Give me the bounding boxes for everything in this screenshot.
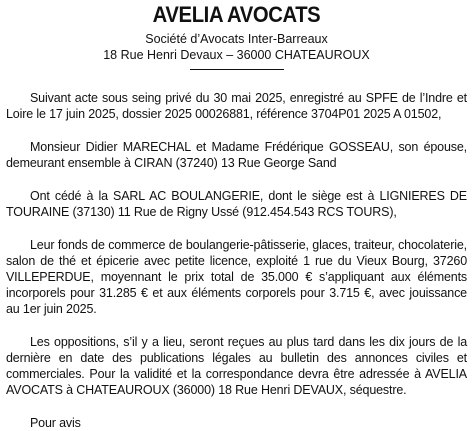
paragraph-buyer: Ont cédé à la SARL AC BOULANGERIE, dont le siège est à LIGNIERES DE TOURAINE (37130) 11 Rue de Rigny Ussé (912.454.543 RCS TOURS), xyxy=(6,189,467,219)
firm-type: Société d’Avocats Inter-Barreaux xyxy=(145,32,328,46)
notice-body xyxy=(6,90,467,431)
paragraph-deed: Suivant acte sous seing privé du 30 mai 2025, enregistré au SPFE de l’Indre et Loire le 17 juin 2025, dossier 2025 00026881, référence 3704P01 2025 A 01502, xyxy=(6,91,467,121)
paragraph-sellers: Monsieur Didier MARECHAL et Madame Frédérique GOSSEAU, son épouse, demeurant ensemble à CIRAN (37240) 13 Rue George Sand xyxy=(6,140,467,170)
firm-name: AVELIA AVOCATS xyxy=(152,2,321,27)
paragraph-business: Leur fonds de commerce de boulangerie-pâtisserie, glaces, traiteur, chocolaterie, salon de thé et épicerie avec petite licence, exploité 1 rue du Vieux Bourg, 37260 VILLEPERDUE, moyennant le prix total de 35.000 € s’appliquant aux éléments incorporels pour 31.285 € et aux éléments corporels pour 3.715 €, avec jouissance au 1er juin 2025. xyxy=(6,238,467,316)
closing-line: Pour avis xyxy=(30,416,81,430)
header-divider xyxy=(190,69,284,70)
notice-header xyxy=(6,2,467,70)
paragraph-oppositions: Les oppositions, s’il y a lieu, seront reçues au plus tard dans les dix jours de la dernière en date des publications légales au bulletin des annonces civiles et commerciales. Pour la validité et la correspondance devra être adressée à AVELIA AVOCATS à CHATEAUROUX (36000) 18 Rue Henri DEVAUX, séquestre. xyxy=(6,335,467,397)
firm-address: 18 Rue Henri Devaux – 36000 CHATEAUROUX xyxy=(103,48,370,62)
